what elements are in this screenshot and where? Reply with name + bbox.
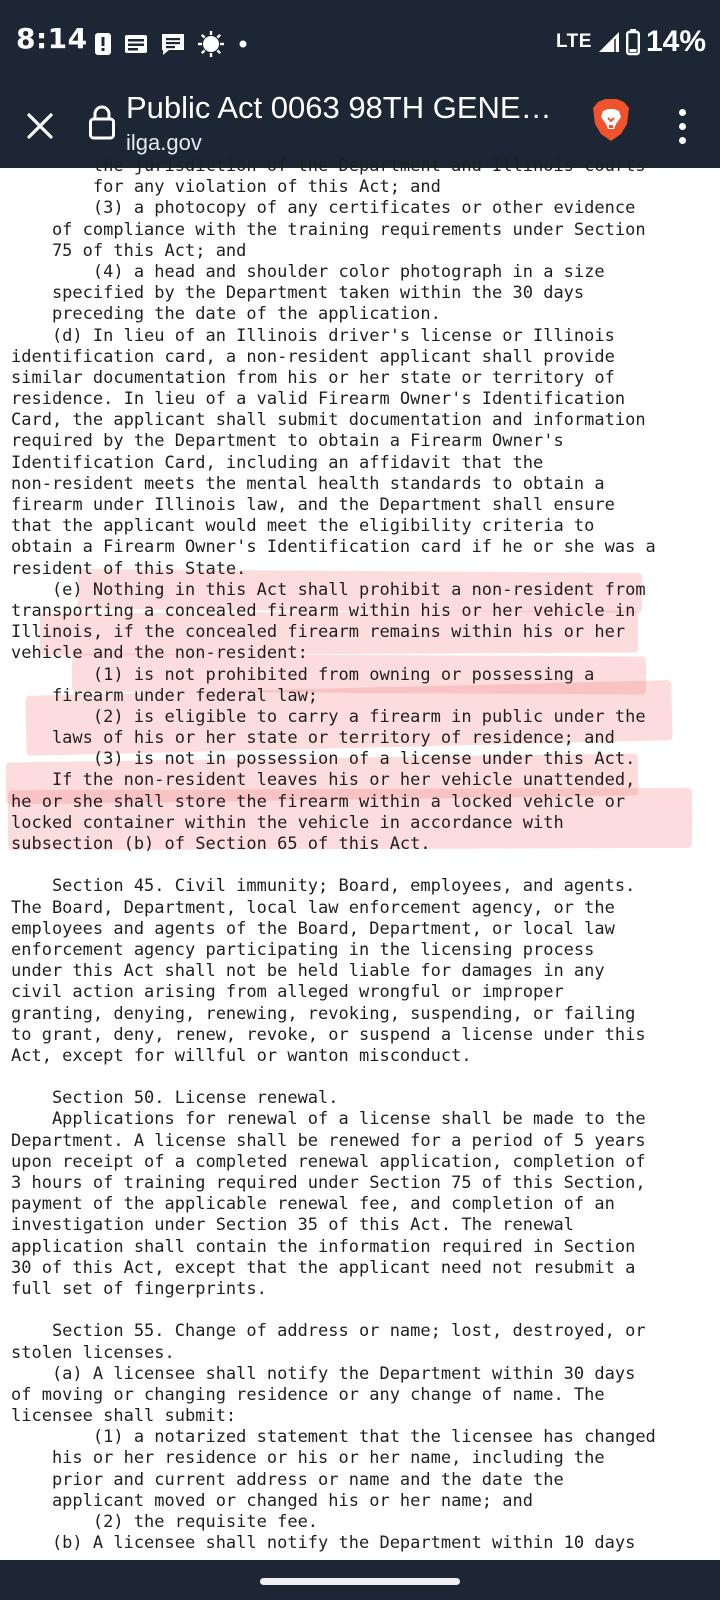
text-line: preceding the date of the application. xyxy=(11,304,441,325)
overflow-menu-dot xyxy=(679,137,686,144)
text-line: 30 of this Act, except that the applicant need not resubmit a xyxy=(11,1257,636,1278)
text-line: similar documentation from his or her state or territory of xyxy=(11,367,615,388)
text-line: the jurisdiction of the Department and Illinois courts xyxy=(11,156,646,176)
text-line: stolen licenses. xyxy=(11,1342,175,1363)
text-line: Section 55. Change of address or name; lost, destroyed, or xyxy=(11,1321,646,1342)
home-gesture-handle[interactable] xyxy=(260,1578,460,1585)
text-line: employees and agents of the Board, Department, or local law xyxy=(11,918,615,939)
close-icon xyxy=(27,113,53,139)
text-line: transporting a concealed firearm within his or her vehicle in xyxy=(11,600,636,621)
text-line: to grant, deny, renew, revoke, or suspend a license under this xyxy=(11,1024,646,1045)
text-line: non-resident meets the mental health standards to obtain a xyxy=(11,473,605,494)
text-line: (2) is eligible to carry a firearm in public under the xyxy=(11,706,646,727)
text-line: Card, the applicant shall submit documentation and information xyxy=(11,410,646,431)
network-type: LTE xyxy=(555,31,592,52)
overflow-menu-icon xyxy=(679,109,686,116)
text-line: payment of the applicable renewal fee, and completion of an xyxy=(11,1194,615,1215)
text-line: (1) a notarized statement that the licensee has changed xyxy=(11,1427,656,1448)
text-line: of moving or changing residence or any change of name. The xyxy=(11,1384,605,1405)
text-line: investigation under Section 35 of this Act. The renewal xyxy=(11,1215,574,1236)
document-viewport[interactable] xyxy=(0,156,720,1560)
text-line: of compliance with the training requirements under Section xyxy=(11,219,646,240)
text-line: identification card, a non-resident applicant shall provide xyxy=(11,346,615,367)
text-line xyxy=(11,1067,656,1088)
text-line: required by the Department to obtain a Firearm Owner's xyxy=(11,431,564,452)
status-bar xyxy=(0,0,720,84)
navigation-bar xyxy=(0,1560,720,1600)
overflow-menu-button[interactable] xyxy=(664,104,700,148)
close-button[interactable] xyxy=(20,106,60,146)
text-line: Department. A license shall be renewed for a period of 5 years xyxy=(11,1130,646,1151)
text-line: Act, except for willful or wanton misconduct. xyxy=(11,1045,472,1066)
act-text xyxy=(11,156,656,1554)
text-line: laws of his or her state or territory of residence; and xyxy=(11,728,615,749)
text-line: 75 of this Act; and xyxy=(11,240,247,261)
text-line: (d) In lieu of an Illinois driver's license or Illinois xyxy=(11,325,615,346)
text-line: Illinois, if the concealed firearm remains within his or her xyxy=(11,622,626,643)
text-line: (2) the requisite fee. xyxy=(11,1512,319,1532)
text-line: granting, denying, renewing, revoking, suspending, or failing xyxy=(11,1003,636,1024)
signal-icon xyxy=(598,31,620,53)
text-line: obtain a Firearm Owner's Identification card if he or she was a xyxy=(11,537,656,558)
message-icon xyxy=(160,32,186,56)
brave-lion-icon[interactable] xyxy=(592,98,630,142)
brightness-icon xyxy=(198,31,224,57)
text-line: (e) Nothing in this Act shall prohibit a non-resident from xyxy=(11,579,646,600)
page-title[interactable]: Public Act 0063 98TH GENE… xyxy=(126,90,552,125)
text-line: firearm under federal law; xyxy=(11,685,319,706)
notification-icons xyxy=(94,30,250,58)
text-line: under this Act shall not be held liable for damages in any xyxy=(11,961,605,982)
text-line: Applications for renewal of a license shall be made to the xyxy=(11,1109,646,1130)
text-line: resident of this State. xyxy=(11,558,247,579)
text-line: The Board, Department, local law enforcement agency, or the xyxy=(11,897,615,918)
text-line xyxy=(11,855,656,876)
more-notifications-dot-icon xyxy=(236,37,250,51)
text-line xyxy=(11,1300,656,1321)
text-line: vehicle and the non-resident: xyxy=(11,643,308,664)
text-line: applicant moved or changed his or her name; and xyxy=(11,1490,533,1511)
text-line: upon receipt of a completed renewal application, completion of xyxy=(11,1151,646,1172)
page-host[interactable]: ilga.gov xyxy=(126,130,202,155)
overflow-menu-dot xyxy=(679,123,686,130)
text-line: (4) a head and shoulder color photograph in a size xyxy=(11,261,605,282)
text-line: (a) A licensee shall notify the Department within 30 days xyxy=(11,1363,636,1384)
news-icon xyxy=(124,34,148,54)
text-line: locked container within the vehicle in accordance with xyxy=(11,812,564,833)
text-line: specified by the Department taken within the 30 days xyxy=(11,283,585,304)
text-line: Section 50. License renewal. xyxy=(11,1088,339,1109)
battery-icon xyxy=(626,29,640,55)
text-line: his or her residence or his or her name, including the xyxy=(11,1448,605,1469)
text-line: Identification Card, including an affidavit that the xyxy=(11,452,544,473)
text-line: subsection (b) of Section 65 of this Act. xyxy=(11,834,431,854)
text-line: If the non-resident leaves his or her vehicle unattended, xyxy=(11,770,636,791)
text-line: application shall contain the information required in Section xyxy=(11,1236,636,1257)
text-line: (3) a photocopy of any certificates or other evidence xyxy=(11,198,636,219)
status-time: 8:14 xyxy=(16,22,88,55)
text-line: he or she shall store the firearm within a locked vehicle or xyxy=(11,791,626,812)
text-line: for any violation of this Act; and xyxy=(11,177,441,198)
alert-notification-icon xyxy=(94,32,112,56)
text-line: full set of fingerprints. xyxy=(11,1278,267,1299)
text-line: 3 hours of training required under Section 75 of this Section, xyxy=(11,1173,646,1193)
text-line: enforcement agency participating in the licensing process xyxy=(11,939,595,960)
status-right xyxy=(556,24,706,60)
text-line: that the applicant would meet the eligibility criteria to xyxy=(11,516,595,537)
text-line: prior and current address or name and the date the xyxy=(11,1469,564,1490)
text-line: Section 45. Civil immunity; Board, employees, and agents. xyxy=(11,876,636,897)
text-line: licensee shall submit: xyxy=(11,1406,237,1427)
text-line: (1) is not prohibited from owning or possessing a xyxy=(11,664,595,685)
battery-percentage: 14% xyxy=(645,25,706,58)
text-line: (3) is not in possession of a license under this Act. xyxy=(11,749,636,770)
text-line: (b) A licensee shall notify the Department within 10 days xyxy=(11,1533,636,1554)
lock-icon[interactable] xyxy=(88,104,116,140)
text-line: firearm under Illinois law, and the Department shall ensure xyxy=(11,495,615,515)
text-line: residence. In lieu of a valid Firearm Owner's Identification xyxy=(11,389,626,410)
text-line: civil action arising from alleged wrongful or improper xyxy=(11,982,564,1003)
